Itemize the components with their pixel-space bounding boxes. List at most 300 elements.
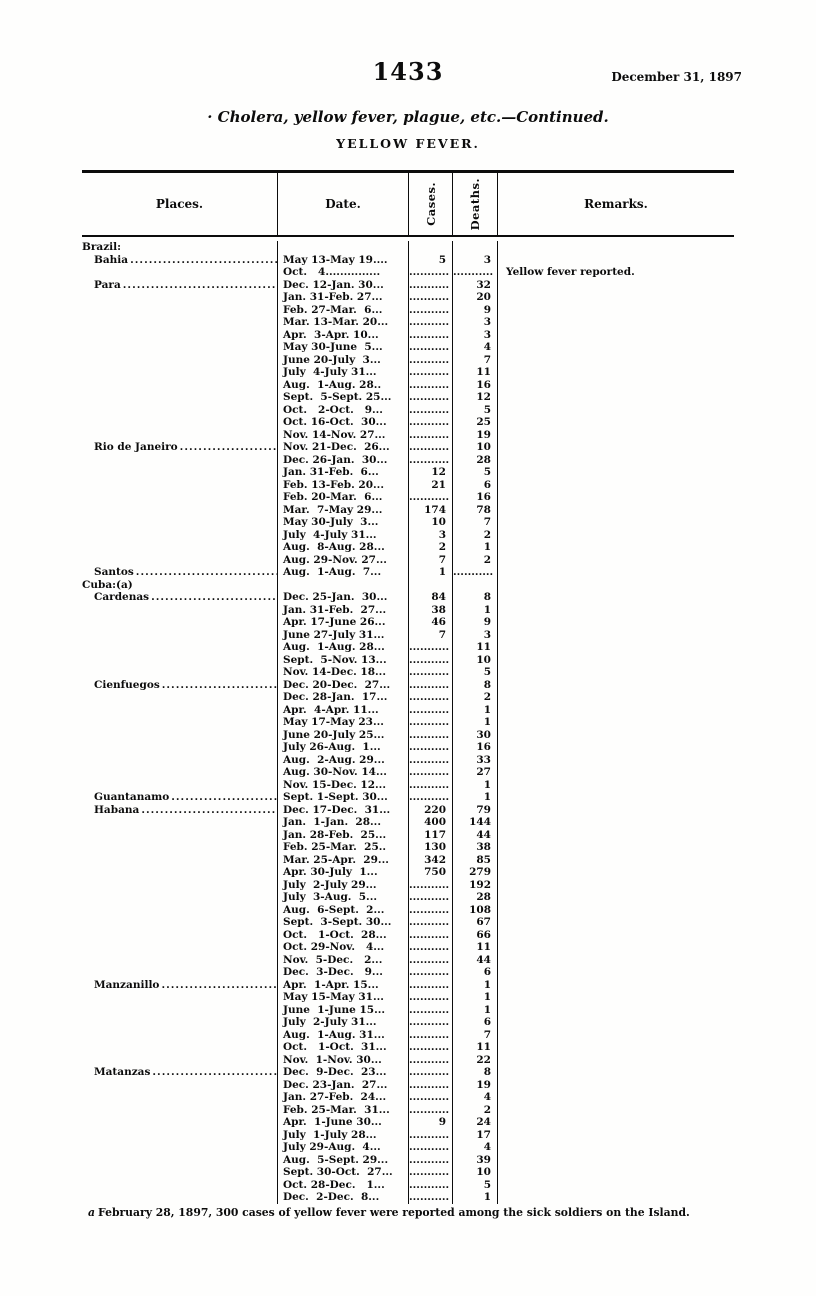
place-cell — [82, 1066, 277, 1079]
table-row — [82, 404, 734, 417]
remarks-cell — [497, 954, 734, 967]
place-cell — [82, 604, 277, 617]
table-row — [82, 541, 734, 554]
table-row — [82, 1104, 734, 1117]
place-name: Manzanillo — [94, 978, 160, 991]
date-cell: Dec. 25-Jan. 30... — [277, 591, 408, 604]
cases-cell: 21 — [408, 479, 452, 492]
deaths-cell: 3 — [452, 629, 497, 642]
cases-cell: ........... — [408, 404, 452, 417]
cases-cell: ........... — [408, 729, 452, 742]
date-cell: Dec. 26-Jan. 30... — [277, 454, 408, 467]
document-title: · Cholera, yellow fever, plague, etc.—Continued. — [207, 108, 609, 126]
remarks-cell — [497, 679, 734, 692]
table-row — [82, 704, 734, 717]
remarks-cell — [497, 241, 734, 254]
remarks-cell — [497, 529, 734, 542]
cases-cell: 12 — [408, 466, 452, 479]
cases-cell: ........... — [408, 1029, 452, 1042]
place-cell — [82, 629, 277, 642]
date-cell: Jan. 31-Feb. 6... — [277, 466, 408, 479]
cases-cell — [408, 241, 452, 254]
cases-cell: 38 — [408, 604, 452, 617]
table-row — [82, 1179, 734, 1192]
deaths-cell: 1 — [452, 716, 497, 729]
remarks-cell — [497, 654, 734, 667]
remarks-cell — [497, 1191, 734, 1204]
date-cell: Feb. 27-Mar. 6... — [277, 304, 408, 317]
deaths-cell: 1 — [452, 979, 497, 992]
deaths-cell: 1 — [452, 991, 497, 1004]
cases-cell: ........... — [408, 704, 452, 717]
cases-cell: ........... — [408, 1004, 452, 1017]
table-group-row — [82, 579, 734, 592]
deaths-cell: ........... — [452, 566, 497, 579]
deaths-cell: 28 — [452, 891, 497, 904]
remarks-cell — [497, 1141, 734, 1154]
table-row — [82, 604, 734, 617]
place-name: Rio de Janeiro — [94, 441, 178, 453]
place-cell — [82, 366, 277, 379]
remarks-cell — [497, 254, 734, 267]
table-row — [82, 791, 734, 804]
place-cell — [82, 516, 277, 529]
place-name: Matanzas — [94, 1066, 151, 1078]
place-cell — [82, 954, 277, 967]
date-cell: Jan. 31-Feb. 27... — [277, 604, 408, 617]
date-cell: Aug. 5-Sept. 29... — [277, 1154, 408, 1167]
remarks-cell — [497, 1154, 734, 1167]
cases-cell: 84 — [408, 591, 452, 604]
table-row — [82, 1141, 734, 1154]
cases-cell: ........... — [408, 429, 452, 442]
remarks-cell — [497, 979, 734, 992]
date-cell: June 20-July 25... — [277, 729, 408, 742]
table-row — [82, 1166, 734, 1179]
deaths-cell: 8 — [452, 591, 497, 604]
place-cell — [82, 1016, 277, 1029]
remarks-cell — [497, 704, 734, 717]
deaths-cell: 10 — [452, 654, 497, 667]
cases-cell: ........... — [408, 641, 452, 654]
date-cell: Feb. 13-Feb. 20... — [277, 479, 408, 492]
cases-cell: ........... — [408, 929, 452, 942]
date-cell: July 2-July 31... — [277, 1016, 408, 1029]
remarks-cell — [497, 354, 734, 367]
remarks-cell — [497, 641, 734, 654]
table-row — [82, 1079, 734, 1092]
deaths-cell: 5 — [452, 1179, 497, 1192]
deaths-cell: 9 — [452, 304, 497, 317]
remarks-cell — [497, 291, 734, 304]
remarks-cell — [497, 504, 734, 517]
place-cell — [82, 416, 277, 429]
place-cell — [82, 466, 277, 479]
table-row — [82, 666, 734, 679]
place-cell — [82, 716, 277, 729]
place-cell — [82, 254, 277, 267]
remarks-cell — [497, 716, 734, 729]
deaths-cell: 5 — [452, 466, 497, 479]
deaths-cell: 19 — [452, 429, 497, 442]
date-cell: Apr. 17-June 26... — [277, 616, 408, 629]
place-cell — [82, 1104, 277, 1117]
cases-cell: ........... — [408, 891, 452, 904]
table-row — [82, 329, 734, 342]
date-cell: Aug. 6-Sept. 2... — [277, 904, 408, 917]
deaths-cell: 44 — [452, 954, 497, 967]
table-row — [82, 629, 734, 642]
date-cell: May 30-June 5... — [277, 341, 408, 354]
date-cell: Sept. 30-Oct. 27... — [277, 1166, 408, 1179]
remarks-cell — [497, 779, 734, 792]
place-cell — [82, 641, 277, 654]
remarks-cell — [497, 754, 734, 767]
remarks-cell — [497, 454, 734, 467]
date-cell: Dec. 9-Dec. 23... — [277, 1066, 408, 1079]
date-cell: Apr. 1-Apr. 15... — [277, 979, 408, 992]
remarks-cell — [497, 816, 734, 829]
cases-cell: ........... — [408, 366, 452, 379]
deaths-cell: 3 — [452, 329, 497, 342]
place-cell — [82, 304, 277, 317]
date-cell: Dec. 2-Dec. 8... — [277, 1191, 408, 1204]
place-cell — [82, 1166, 277, 1179]
place-cell — [82, 879, 277, 892]
deaths-cell: 33 — [452, 754, 497, 767]
date-cell: Sept. 5-Nov. 13... — [277, 654, 408, 667]
date-cell: July 29-Aug. 4... — [277, 1141, 408, 1154]
remarks-cell — [497, 516, 734, 529]
cases-cell: 174 — [408, 504, 452, 517]
cases-cell: ........... — [408, 904, 452, 917]
cases-cell: 3 — [408, 529, 452, 542]
cases-cell: 2 — [408, 541, 452, 554]
deaths-cell: 2 — [452, 1104, 497, 1117]
cases-cell: ........... — [408, 916, 452, 929]
deaths-cell: 85 — [452, 854, 497, 867]
table-row — [82, 554, 734, 567]
date-cell: Apr. 1-June 30... — [277, 1116, 408, 1129]
table-row — [82, 691, 734, 704]
cases-cell: ........... — [408, 416, 452, 429]
cases-cell: ........... — [408, 766, 452, 779]
remarks-cell — [497, 629, 734, 642]
place-cell — [82, 1079, 277, 1092]
cases-cell: ........... — [408, 491, 452, 504]
cases-cell: ........... — [408, 1041, 452, 1054]
table-body — [82, 237, 734, 1204]
date-cell: Oct. 28-Dec. 1... — [277, 1179, 408, 1192]
table-row — [82, 829, 734, 842]
table-row — [82, 904, 734, 917]
column-header-date: Date. — [277, 173, 408, 235]
table-row — [82, 516, 734, 529]
place-cell — [82, 1091, 277, 1104]
place-cell — [82, 1041, 277, 1054]
table-row — [82, 954, 734, 967]
cases-cell: ........... — [408, 954, 452, 967]
deaths-cell: 12 — [452, 391, 497, 404]
deaths-cell: 7 — [452, 1029, 497, 1042]
place-cell — [82, 541, 277, 554]
deaths-cell: 4 — [452, 1091, 497, 1104]
deaths-cell: 11 — [452, 366, 497, 379]
date-cell: Mar. 25-Apr. 29... — [277, 854, 408, 867]
cases-cell: ........... — [408, 1054, 452, 1067]
table-row — [82, 779, 734, 792]
cases-cell: ........... — [408, 291, 452, 304]
place-cell — [82, 1154, 277, 1167]
table-row — [82, 891, 734, 904]
place-cell — [82, 329, 277, 342]
table-row — [82, 1016, 734, 1029]
place-name: Guantanamo — [94, 791, 170, 803]
cases-cell: 9 — [408, 1116, 452, 1129]
table-row — [82, 291, 734, 304]
deaths-cell: 3 — [452, 254, 497, 267]
remarks-cell — [497, 1041, 734, 1054]
dotted-leader — [152, 1066, 277, 1079]
cases-cell: 5 — [408, 254, 452, 267]
table-row — [82, 716, 734, 729]
place-cell — [82, 854, 277, 867]
cases-cell: ........... — [408, 1129, 452, 1142]
place-cell — [82, 579, 277, 592]
remarks-cell — [497, 366, 734, 379]
place-cell — [82, 1029, 277, 1042]
table-row — [82, 654, 734, 667]
deaths-cell: 7 — [452, 516, 497, 529]
date-cell: July 2-July 29... — [277, 879, 408, 892]
place-name: Para — [94, 278, 121, 291]
place-cell — [82, 704, 277, 717]
cases-cell: ........... — [408, 1191, 452, 1204]
place-cell — [82, 829, 277, 842]
cases-cell: ........... — [408, 754, 452, 767]
remarks-cell — [497, 316, 734, 329]
cases-cell: 7 — [408, 629, 452, 642]
remarks-cell — [497, 854, 734, 867]
deaths-cell: 16 — [452, 379, 497, 392]
table-row — [82, 854, 734, 867]
cases-cell: 117 — [408, 829, 452, 842]
table-row — [82, 566, 734, 579]
place-name: Cienfuegos — [94, 678, 160, 691]
cases-cell: 750 — [408, 866, 452, 879]
cases-cell: ........... — [408, 1166, 452, 1179]
table-row — [82, 441, 734, 454]
table-row — [82, 504, 734, 517]
place-cell — [82, 741, 277, 754]
remarks-cell — [497, 1166, 734, 1179]
place-cell — [82, 1054, 277, 1067]
remarks-cell — [497, 991, 734, 1004]
deaths-cell: 6 — [452, 479, 497, 492]
deaths-cell: 20 — [452, 291, 497, 304]
remarks-cell — [497, 1029, 734, 1042]
dotted-leader — [141, 804, 277, 817]
cases-cell: ........... — [408, 266, 452, 279]
place-cell — [82, 804, 277, 817]
date-cell — [277, 579, 408, 592]
place-cell — [82, 1129, 277, 1142]
table-row — [82, 454, 734, 467]
date-cell: Aug. 2-Aug. 29... — [277, 754, 408, 767]
cases-cell: ........... — [408, 379, 452, 392]
deaths-cell: 38 — [452, 841, 497, 854]
table-row — [82, 1004, 734, 1017]
cases-cell: ........... — [408, 879, 452, 892]
table-row — [82, 466, 734, 479]
remarks-cell — [497, 579, 734, 592]
remarks-cell — [497, 1179, 734, 1192]
footnote — [88, 1206, 744, 1220]
place-cell — [82, 816, 277, 829]
date-cell: Sept. 5-Sept. 25... — [277, 391, 408, 404]
remarks-cell — [497, 379, 734, 392]
deaths-cell: 1 — [452, 779, 497, 792]
cases-cell: ........... — [408, 691, 452, 704]
place-name: Santos — [94, 566, 134, 578]
table-row — [82, 316, 734, 329]
table-row — [82, 491, 734, 504]
date-cell: Nov. 15-Dec. 12... — [277, 779, 408, 792]
date-cell: May 15-May 31... — [277, 991, 408, 1004]
date-cell: Aug. 1-Aug. 28... — [277, 641, 408, 654]
deaths-cell: 1 — [452, 791, 497, 804]
table-row — [82, 879, 734, 892]
remarks-cell — [497, 416, 734, 429]
table-row — [82, 1154, 734, 1167]
remarks-cell — [497, 304, 734, 317]
table-row — [82, 929, 734, 942]
header-date: December 31, 1897 — [611, 70, 742, 84]
deaths-cell: 9 — [452, 616, 497, 629]
date-cell: Apr. 30-July 1... — [277, 866, 408, 879]
table-row — [82, 679, 734, 692]
place-cell — [82, 979, 277, 992]
deaths-cell: 4 — [452, 341, 497, 354]
date-cell: Sept. 1-Sept. 30... — [277, 791, 408, 804]
remarks-cell — [497, 1091, 734, 1104]
table-row — [82, 816, 734, 829]
deaths-cell: 7 — [452, 354, 497, 367]
place-cell — [82, 779, 277, 792]
table-row — [82, 591, 734, 604]
date-cell: Feb. 25-Mar. 25.. — [277, 841, 408, 854]
place-cell — [82, 891, 277, 904]
deaths-cell: 1 — [452, 1191, 497, 1204]
cases-cell: ........... — [408, 991, 452, 1004]
deaths-cell: 22 — [452, 1054, 497, 1067]
dotted-leader — [161, 979, 277, 992]
deaths-cell: 11 — [452, 1041, 497, 1054]
deaths-cell: 11 — [452, 641, 497, 654]
remarks-cell — [497, 466, 734, 479]
cases-cell: ........... — [408, 941, 452, 954]
remarks-cell — [497, 1104, 734, 1117]
table-row — [82, 1041, 734, 1054]
table-group-row — [82, 241, 734, 254]
date-cell: Oct. 2-Oct. 9... — [277, 404, 408, 417]
date-cell: Nov. 5-Dec. 2... — [277, 954, 408, 967]
place-cell — [82, 1141, 277, 1154]
deaths-cell: 5 — [452, 404, 497, 417]
table-row — [82, 616, 734, 629]
remarks-cell — [497, 341, 734, 354]
date-cell: Aug. 30-Nov. 14... — [277, 766, 408, 779]
deaths-cell: 2 — [452, 529, 497, 542]
place-cell — [82, 279, 277, 292]
place-cell — [82, 616, 277, 629]
remarks-cell — [497, 866, 734, 879]
remarks-cell — [497, 1079, 734, 1092]
dotted-leader — [180, 441, 277, 454]
place-cell — [82, 241, 277, 254]
place-cell — [82, 429, 277, 442]
deaths-cell: 24 — [452, 1116, 497, 1129]
cases-cell: ........... — [408, 966, 452, 979]
table-row — [82, 341, 734, 354]
place-name: Cuba:(a) — [82, 578, 133, 591]
table-row — [82, 304, 734, 317]
cases-cell: ........... — [408, 354, 452, 367]
cases-cell: 1 — [408, 566, 452, 579]
dotted-leader — [171, 791, 277, 804]
place-cell — [82, 504, 277, 517]
date-cell: June 27-July 31... — [277, 629, 408, 642]
table-row — [82, 1116, 734, 1129]
cases-cell: ........... — [408, 1104, 452, 1117]
deaths-cell: 192 — [452, 879, 497, 892]
place-cell — [82, 404, 277, 417]
remarks-cell — [497, 966, 734, 979]
remarks-cell — [497, 666, 734, 679]
cases-cell: ........... — [408, 1141, 452, 1154]
date-cell: Nov. 21-Dec. 26... — [277, 441, 408, 454]
cases-cell: ........... — [408, 391, 452, 404]
cases-cell: ........... — [408, 741, 452, 754]
deaths-cell: 78 — [452, 504, 497, 517]
cases-cell: 130 — [408, 841, 452, 854]
column-header-places: Places. — [155, 197, 204, 211]
deaths-cell — [452, 241, 497, 254]
date-cell: May 30-July 3... — [277, 516, 408, 529]
table-row — [82, 966, 734, 979]
place-cell — [82, 554, 277, 567]
deaths-cell: 16 — [452, 491, 497, 504]
cases-cell: ........... — [408, 791, 452, 804]
place-cell — [82, 379, 277, 392]
date-cell: Aug. 1-Aug. 7... — [277, 566, 408, 579]
remarks-cell — [497, 441, 734, 454]
table-row — [82, 279, 734, 292]
remarks-cell — [497, 766, 734, 779]
date-cell: Aug. 29-Nov. 27... — [277, 554, 408, 567]
date-cell: Feb. 25-Mar. 31... — [277, 1104, 408, 1117]
remarks-cell — [497, 1016, 734, 1029]
dotted-leader — [136, 566, 277, 579]
remarks-cell — [497, 1054, 734, 1067]
table-row — [82, 804, 734, 817]
deaths-cell: 39 — [452, 1154, 497, 1167]
deaths-cell: 10 — [452, 441, 497, 454]
cases-cell: 400 — [408, 816, 452, 829]
deaths-cell: ........... — [452, 266, 497, 279]
cases-cell: ........... — [408, 1091, 452, 1104]
place-cell — [82, 866, 277, 879]
